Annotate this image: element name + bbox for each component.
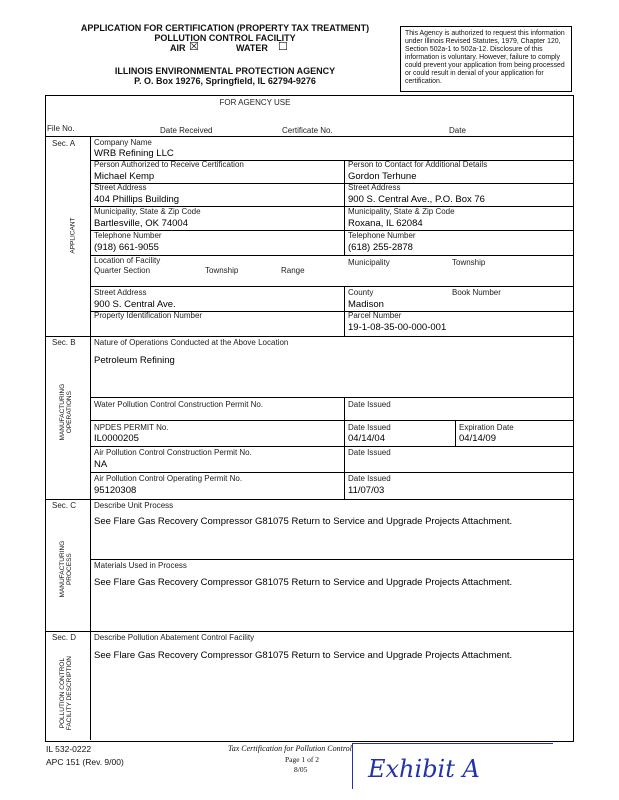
- apo-label: Air Pollution Control Operating Permit No.: [94, 474, 243, 483]
- apc-date-label: Date Issued: [348, 448, 391, 457]
- apo-date-label: Date Issued: [348, 474, 391, 483]
- phone-value[interactable]: (918) 661-9055: [94, 242, 159, 253]
- date-issued-label: Date Issued: [348, 400, 391, 409]
- sec-c-tag: Sec. C: [52, 501, 77, 510]
- quarter-label: Quarter Section: [94, 266, 151, 275]
- booknum-label: Book Number: [452, 288, 501, 297]
- sec-c-side-label: MANUFACTURING PROCESS: [58, 540, 73, 598]
- sec-b-tag: Sec. B: [52, 338, 76, 347]
- sec-d-tag: Sec. D: [52, 633, 77, 642]
- company-name-label: Company Name: [94, 138, 152, 147]
- materials-value[interactable]: See Flare Gas Recovery Compressor G81075 Return to Service and Upgrade Projects Attachment.: [94, 577, 513, 588]
- apc-form-number: APC 151 (Rev. 9/00): [46, 757, 124, 767]
- date-received-label: Date Received: [160, 126, 213, 135]
- apc-label: Air Pollution Control Construction Permit No.: [94, 448, 252, 457]
- muni2-value[interactable]: Roxana, IL 62084: [348, 218, 423, 229]
- exhibit-label: Exhibit A: [368, 755, 480, 783]
- agency-address: P. O. Box 19276, Springfield, IL 62794-9276: [134, 76, 316, 86]
- range-label: Range: [281, 266, 305, 275]
- npdes-value[interactable]: IL0000205: [94, 433, 139, 444]
- county-value[interactable]: Madison: [348, 299, 384, 310]
- apc-value[interactable]: NA: [94, 459, 108, 470]
- expiration-value[interactable]: 04/14/09: [459, 433, 496, 444]
- form-title: APPLICATION FOR CERTIFICATION (PROPERTY TAX TREATMENT): [80, 23, 370, 33]
- materials-label: Materials Used in Process: [94, 561, 187, 570]
- sec-b-side-label: MANUFACTURING OPERATIONS: [58, 383, 73, 441]
- parcel-label: Parcel Number: [348, 311, 402, 320]
- wpc-label: Water Pollution Control Construction Permit No.: [94, 400, 264, 409]
- form-subtitle: POLLUTION CONTROL FACILITY: [154, 33, 296, 43]
- municipality-label: Municipality: [348, 258, 390, 267]
- footer-title: Tax Certification for Pollution Control: [228, 744, 352, 753]
- phone-label: Telephone Number: [94, 231, 162, 240]
- street-value[interactable]: 404 Phillips Building: [94, 194, 180, 205]
- location-label: Location of Facility: [94, 256, 161, 265]
- date-label: Date: [449, 126, 466, 135]
- unit-process-value[interactable]: See Flare Gas Recovery Compressor G81075 Return to Service and Upgrade Projects Attachment.: [94, 516, 513, 527]
- water-label: WATER: [236, 43, 268, 53]
- street2-label: Street Address: [348, 183, 401, 192]
- phone2-value[interactable]: (618) 255-2878: [348, 242, 413, 253]
- company-name-value[interactable]: WRB Refining LLC: [94, 148, 174, 159]
- sec-a-side-label: APPLICANT: [69, 217, 77, 254]
- phone2-label: Telephone Number: [348, 231, 416, 240]
- parcel-value[interactable]: 19-1-08-35-00-000-001: [348, 322, 447, 333]
- authorized-label: Person Authorized to Receive Certification: [94, 160, 244, 169]
- street2-value[interactable]: 900 S. Central Ave., P.O. Box 76: [348, 194, 485, 205]
- apo-value[interactable]: 95120308: [94, 485, 137, 496]
- nature-label: Nature of Operations Conducted at the Above Location: [94, 338, 289, 347]
- disclosure-notice: This Agency is authorized to request this information under Illinois Revised Statutes, 1979, Chapter 120, Section 502a-1 to 502a-12. Disclosure of this information is voluntary. However, failure to comply could prevent your application from being processed or could result in denial of your application for certification.: [400, 26, 572, 92]
- expiration-label: Expiration Date: [459, 423, 514, 432]
- fac-street-value[interactable]: 900 S. Central Ave.: [94, 299, 176, 310]
- township2-label: Township: [452, 258, 486, 267]
- certificate-no-label: Certificate No.: [282, 126, 333, 135]
- water-checkbox[interactable]: ☐: [278, 41, 288, 53]
- npdes-date-value[interactable]: 04/14/04: [348, 433, 385, 444]
- muni-value[interactable]: Bartlesville, OK 74004: [94, 218, 188, 229]
- authorized-value[interactable]: Michael Kemp: [94, 171, 155, 182]
- fac-street-label: Street Address: [94, 288, 147, 297]
- agency-name: ILLINOIS ENVIRONMENTAL PROTECTION AGENCY: [114, 66, 336, 76]
- apo-date-value[interactable]: 11/07/03: [348, 485, 385, 496]
- form-number: IL 532-0222: [46, 744, 92, 754]
- file-no-label: File No.: [47, 124, 75, 133]
- contact-value[interactable]: Gordon Terhune: [348, 171, 417, 182]
- street-label: Street Address: [94, 183, 147, 192]
- muni2-label: Municipality, State & Zip Code: [348, 207, 455, 216]
- form-frame: [45, 95, 574, 742]
- page-number: Page 1 of 2: [285, 755, 319, 764]
- county-label: County: [348, 288, 374, 297]
- air-label: AIR: [170, 43, 186, 53]
- npdes-label: NPDES PERMIT No.: [94, 423, 169, 432]
- facility-label: Describe Pollution Abatement Control Facility: [94, 633, 255, 642]
- township-label: Township: [205, 266, 239, 275]
- npdes-date-label: Date Issued: [348, 423, 391, 432]
- sec-d-side-label: POLLUTION CONTROL FACILITY DESCRIPTION: [58, 656, 73, 731]
- pin-label: Property Identification Number: [94, 311, 203, 320]
- agency-use-title: FOR AGENCY USE: [219, 98, 291, 107]
- sec-a-tag: Sec. A: [52, 139, 76, 148]
- contact-label: Person to Contact for Additional Details: [348, 160, 488, 169]
- facility-value[interactable]: See Flare Gas Recovery Compressor G81075 Return to Service and Upgrade Projects Attachment.: [94, 650, 513, 661]
- nature-value[interactable]: Petroleum Refining: [94, 355, 175, 366]
- muni-label: Municipality, State & Zip Code: [94, 207, 201, 216]
- unit-process-label: Describe Unit Process: [94, 501, 174, 510]
- air-checkbox[interactable]: ☒: [189, 41, 199, 53]
- footer-date: 8/05: [294, 765, 308, 774]
